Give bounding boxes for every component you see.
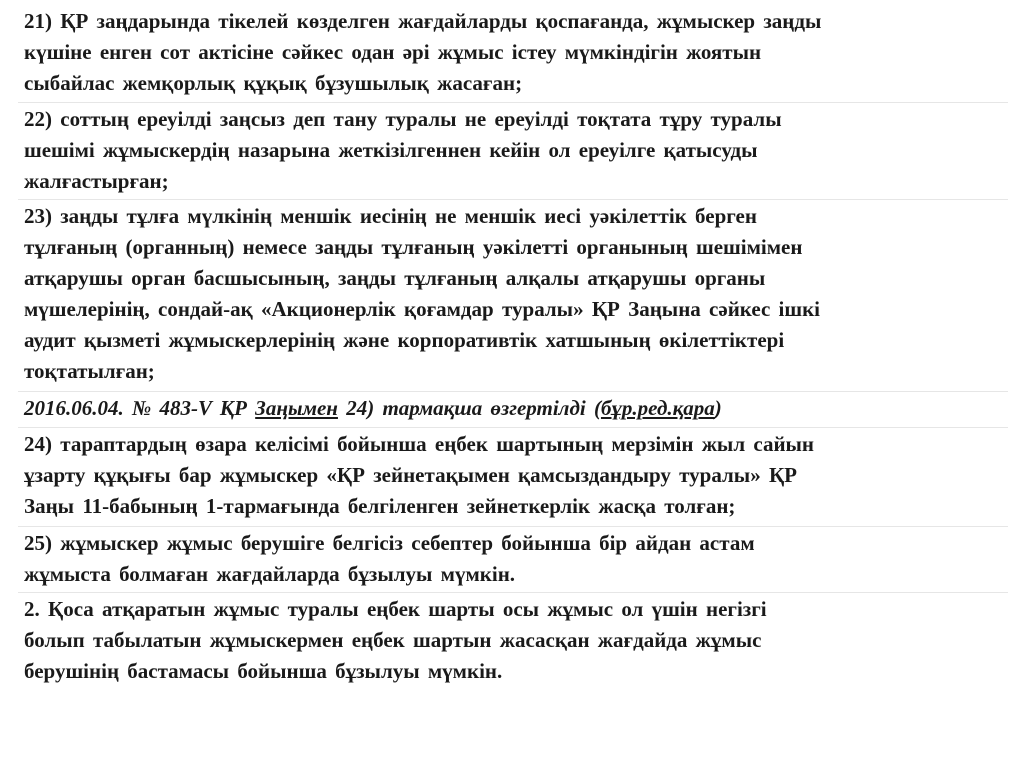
text-line: 24) тараптардың өзара келісімі бойынша еңбек шартының мерзімін жыл сайын [24, 432, 815, 456]
paragraph-divider [18, 592, 1008, 593]
text-line: тұлғаның (органның) немесе заңды тұлғаның уәкілетті органының шешімімен [24, 235, 803, 259]
law-link[interactable]: Заңымен [255, 396, 338, 420]
paragraph-25 [24, 528, 1014, 590]
text-line: жалғастырған; [24, 169, 169, 193]
paragraph-divider [18, 102, 1008, 103]
text-line: күшіне енген сот актісіне сәйкес одан әрі жұмыс істеу мүмкіндігін жоятын [24, 40, 762, 64]
paragraph-24 [24, 429, 1014, 522]
text-line: сыбайлас жемқорлық құқық бұзушылық жасаған; [24, 71, 523, 95]
amendment-note [24, 393, 1014, 424]
paragraph-divider [18, 427, 1008, 428]
text-line: 25) жұмыскер жұмыс берушіге белгісіз себептер бойынша бір айдан астам [24, 531, 755, 555]
text-line: болып табылатын жұмыскермен еңбек шартын жасасқан жағдайда жұмыс [24, 628, 762, 652]
text-line: ұзарту құқығы бар жұмыскер «ҚР зейнетақымен қамсыздандыру туралы» ҚР [24, 463, 797, 487]
text-line: 21) ҚР заңдарында тікелей көзделген жағдайларды қоспағанда, жұмыскер заңды [24, 9, 822, 33]
paragraph-22 [24, 104, 1014, 197]
paragraph-21 [24, 6, 1014, 99]
amendment-suffix: ) [714, 396, 722, 420]
text-line: атқарушы орган басшысының, заңды тұлғаның алқалы атқарушы органы [24, 266, 766, 290]
amendment-prefix: 2016.06.04. № 483-V ҚР [24, 396, 256, 420]
text-line: 23) заңды тұлға мүлкінің меншік иесінің не меншік иесі уәкілеттік берген [24, 204, 757, 228]
text-line: 22) соттың ереуілді заңсыз деп тану туралы не ереуілді тоқтата тұру туралы [24, 107, 782, 131]
text-line: 2. Қоса атқаратын жұмыс туралы еңбек шарты осы жұмыс ол үшін негізгі [24, 597, 767, 621]
paragraph-2 [24, 594, 1014, 687]
amendment-middle: 24) тармақша өзгертілді ( [337, 396, 601, 420]
amendment-line [24, 393, 1014, 424]
text-line: мүшелерінің, сондай-ақ «Акционерлік қоғамдар туралы» ҚР Заңына сәйкес ішкі [24, 297, 821, 321]
paragraph-divider [18, 199, 1008, 200]
text-line: Заңы 11-бабының 1-тармағында белгіленген зейнеткерлік жасқа толған; [24, 494, 736, 518]
previous-edition-link[interactable]: бұр.ред.қара [600, 396, 715, 420]
paragraph-23 [24, 201, 1014, 387]
text-line: шешімі жұмыскердің назарына жеткізілгеннен кейін ол ереуілге қатысуды [24, 138, 758, 162]
text-line: берушінің бастамасы бойынша бұзылуы мүмкін. [24, 659, 503, 683]
text-line: жұмыста болмаған жағдайларда бұзылуы мүмкін. [24, 562, 516, 586]
text-line: аудит қызметі жұмыскерлерінің және корпоративтік хатшының өкілеттіктері [24, 328, 785, 352]
text-line: тоқтатылған; [24, 359, 155, 383]
paragraph-divider [18, 391, 1008, 392]
paragraph-divider [18, 526, 1008, 527]
